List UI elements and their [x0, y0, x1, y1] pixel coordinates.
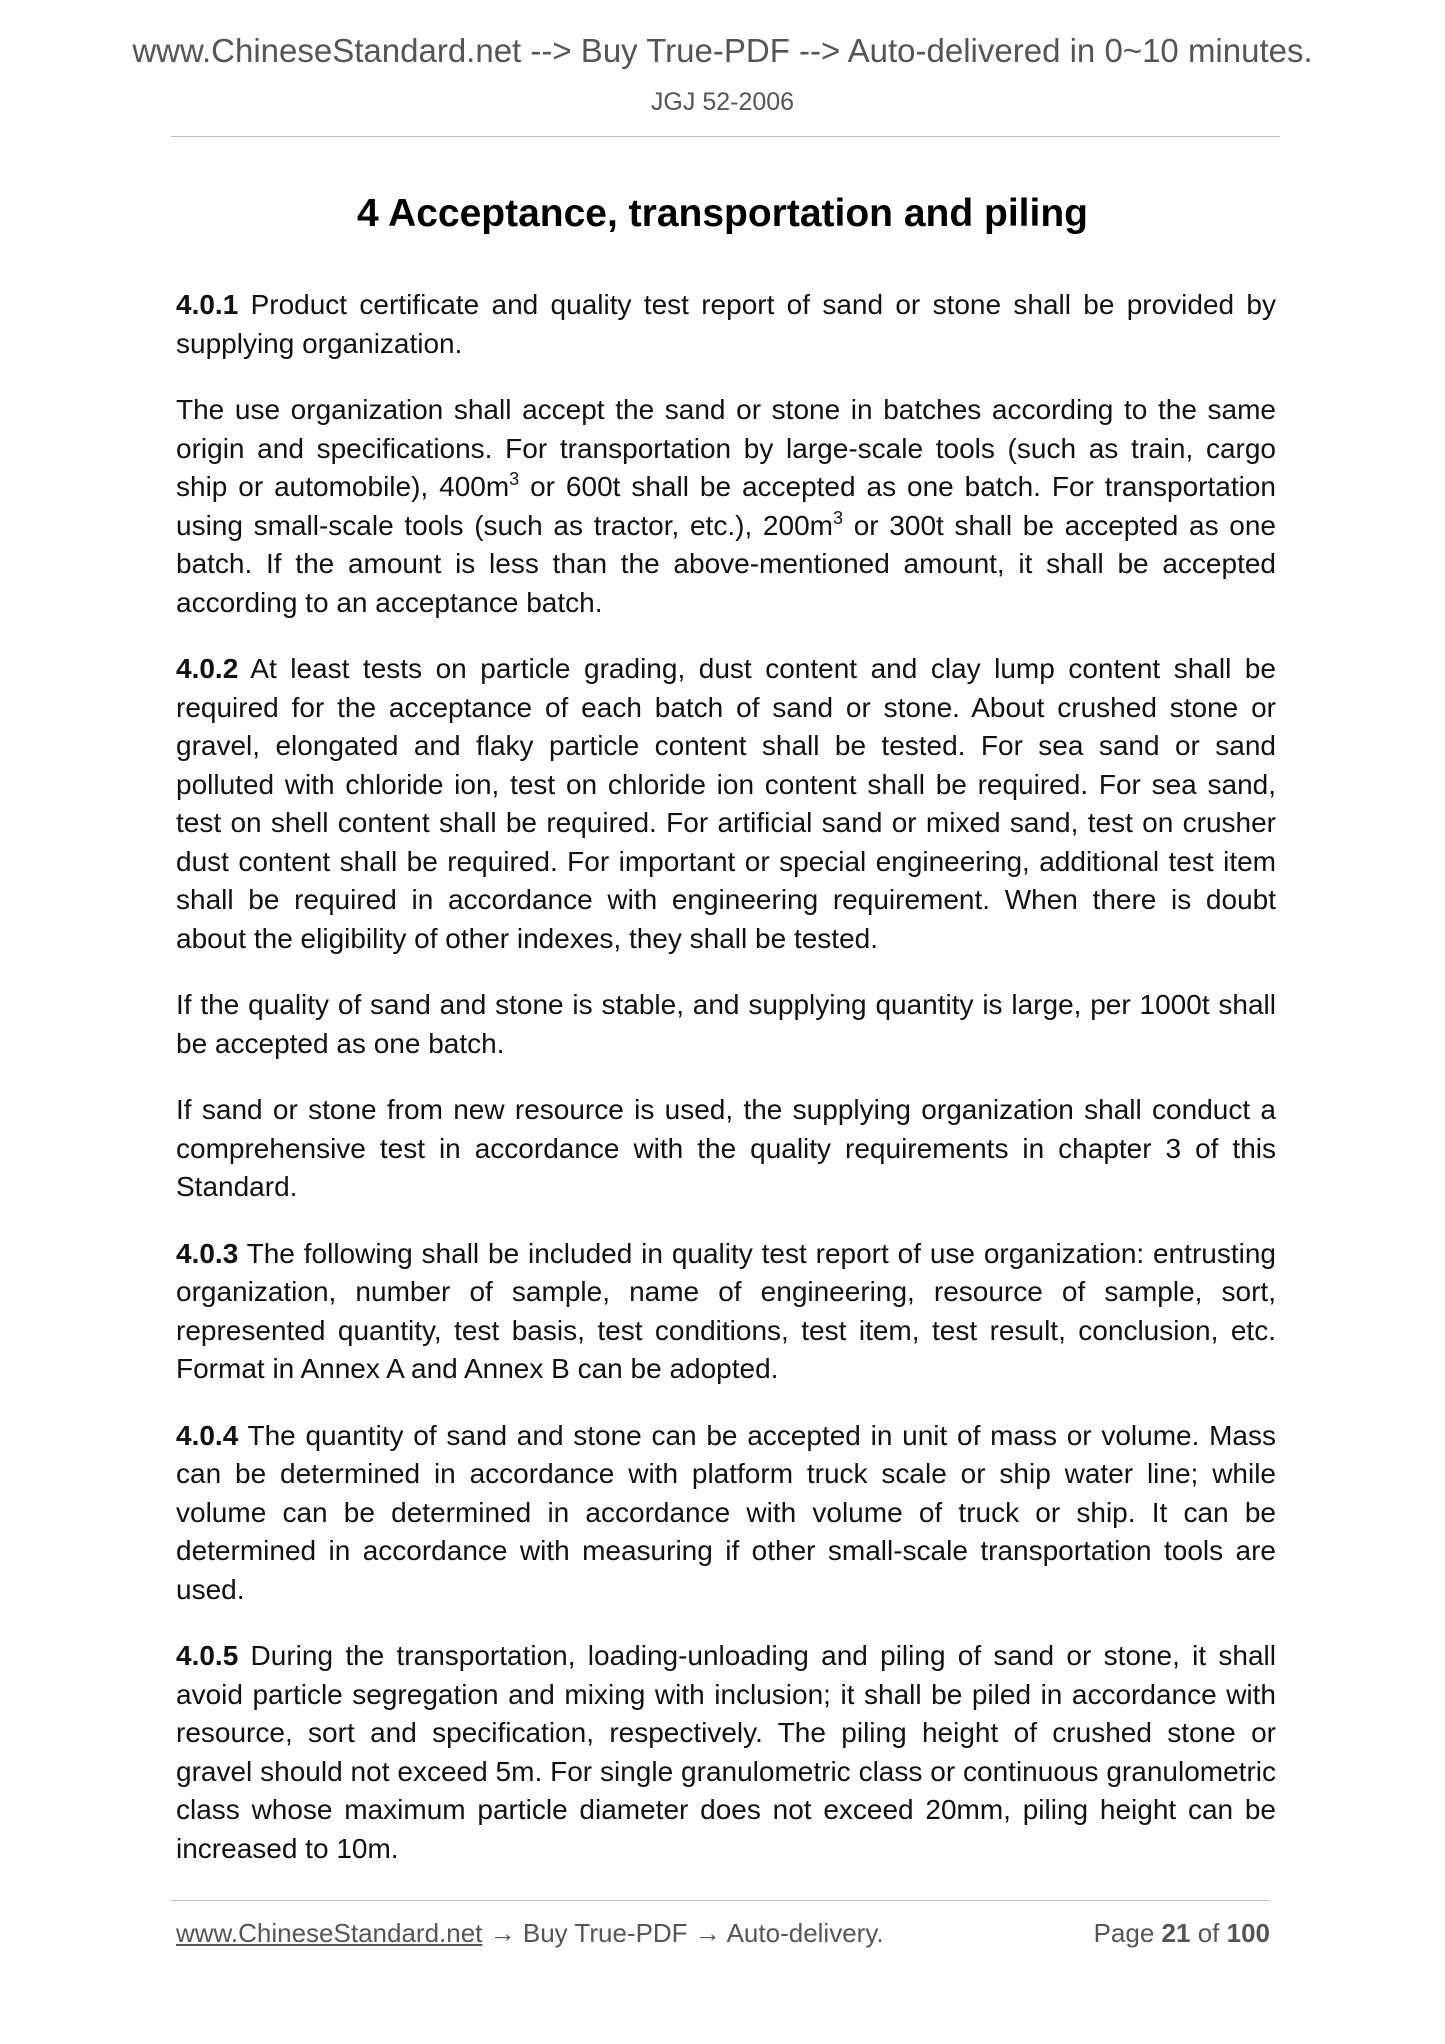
document-body	[176, 286, 1276, 1896]
clause-number: 4.0.4	[176, 1419, 239, 1451]
paragraph-stable-quality: If the quality of sand and stone is stable, and supplying quantity is large, per 1000t shall be accepted as one batch.	[176, 989, 1276, 1059]
clause-number: 4.0.3	[176, 1237, 239, 1269]
clause-text: During the transportation, loading-unloading and piling of sand or stone, it shall avoid particle segregation and mixing with inclusion; it shall be piled in accordance with resource, sort and specification, respectively. The piling height of crushed stone or gravel should not exceed 5m. For single granulometric class or continuous granulometric class whose maximum particle diameter does not exceed 20mm, piling height can be increased to 10m.	[176, 1640, 1276, 1864]
footer-divider	[171, 1900, 1270, 1901]
section-title: 4 Acceptance, transportation and piling	[356, 192, 1088, 235]
clause-text: The following shall be included in quality test report of use organization: entrusting organization, number of sample, name of engineering, resource of sample, sort, represented quantity, test basis, test conditions, test item, test result, conclusion, etc. Format in Annex A and Annex B can be adopted.	[176, 1237, 1276, 1384]
clause-number: 4.0.1	[176, 289, 239, 320]
clause-4-0-4	[176, 1417, 1276, 1610]
paragraph-text: or 300t shall be accepted as one batch. If the amount is less than the above-mentioned amount, it shall be accepted according to an acceptance batch.	[176, 509, 1276, 618]
paragraph-text: or 600t shall be accepted as one batch. For transportation using small-scale tools (such as tractor, etc.), 200m	[176, 471, 1276, 541]
clause-text: At least tests on particle grading, dust content and clay lump content shall be required for the acceptance of each batch of sand or stone. About crushed stone or gravel, elongated and flaky particle content shall be tested. For sea sand or sand polluted with chloride ion, test on chloride ion content shall be required. For sea sand, test on shell content shall be required. For artificial sand or mixed sand, test on crusher dust content shall be required. For important or special engineering, additional test item shall be required in accordance with engineering requirement. When there is doubt about the eligibility of other indexes, they shall be tested.	[176, 653, 1276, 954]
superscript: 3	[832, 507, 843, 528]
clause-number: 4.0.2	[176, 653, 239, 684]
clause-4-0-2	[176, 650, 1276, 958]
footer-delivery-text: Auto-delivery.	[726, 1918, 884, 1948]
paragraph-batch-acceptance	[176, 391, 1276, 622]
top-banner: www.ChineseStandard.net --> Buy True-PDF --> Auto-delivered in 0~10 minutes.	[132, 32, 1313, 69]
document-id: JGJ 52-2006	[650, 88, 795, 116]
clause-4-0-5	[176, 1637, 1276, 1868]
footer-buy-text: Buy True-PDF	[522, 1918, 688, 1948]
clause-4-0-1	[176, 286, 1276, 363]
footer-links	[176, 1918, 884, 1949]
paragraph-text: The use organization shall accept the sand or stone in batches according to the same origin and specifications. For transportation by large-scale tools (such as train, cargo ship or automobile), 400m	[176, 394, 1276, 502]
clause-4-0-3	[176, 1235, 1276, 1389]
clause-text: Product certificate and quality test report of sand or stone shall be provided by supplying organization.	[176, 289, 1276, 359]
page-indicator	[1094, 1918, 1270, 1949]
header-divider	[171, 136, 1280, 137]
site-link[interactable]: www.ChineseStandard.net	[176, 1918, 483, 1948]
page-label: Page	[1093, 1918, 1162, 1948]
page-number: 21	[1161, 1918, 1191, 1948]
page-total: 100	[1226, 1918, 1270, 1948]
paragraph-new-resource: If sand or stone from new resource is used, the supplying organization shall conduct a comprehensive test in accordance with the quality requirements in chapter 3 of this Standard.	[176, 1094, 1276, 1202]
of-label: of	[1190, 1918, 1227, 1948]
clause-text: The quantity of sand and stone can be accepted in unit of mass or volume. Mass can be determined in accordance with platform truck scale or ship water line; while volume can be determined in accordance with volume of truck or ship. It can be determined in accordance with measuring if other small-scale transportation tools are used.	[176, 1419, 1276, 1605]
superscript: 3	[509, 469, 520, 489]
arrow-right-icon: →	[687, 1918, 727, 1948]
arrow-right-icon: →	[482, 1918, 523, 1948]
clause-number: 4.0.5	[176, 1640, 239, 1671]
